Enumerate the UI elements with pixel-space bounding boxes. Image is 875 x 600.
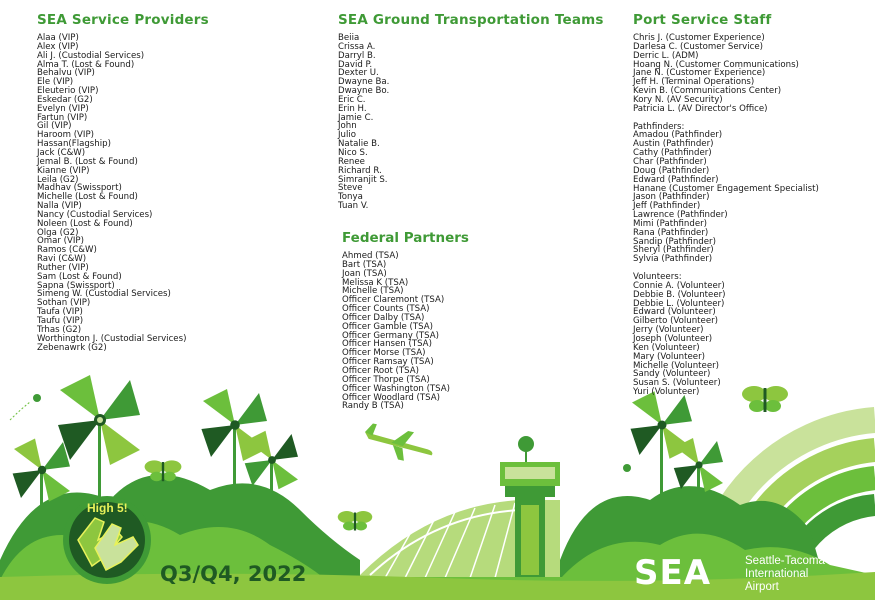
list-item: Steve	[338, 183, 363, 194]
list-item: Austin (Pathfinder)	[633, 139, 714, 150]
list-item: Randy B (TSA)	[342, 401, 404, 412]
list-item: Susan S. (Volunteer)	[633, 378, 721, 389]
list-item: Jeff (Pathfinder)	[633, 201, 701, 212]
list-item: Worthington J. (Custodial Services)	[37, 333, 187, 344]
list-item: Michelle (Lost & Found)	[37, 192, 138, 203]
list-item: Crissa A.	[338, 41, 376, 52]
list-item: John	[338, 121, 357, 132]
list-item: Sylvia (Pathfinder)	[633, 254, 713, 265]
name-list	[338, 34, 604, 211]
list-item: Chris J. (Customer Experience)	[633, 33, 765, 43]
list-item: Bart (TSA)	[342, 259, 387, 270]
list-item: Renee	[338, 156, 365, 167]
list-item: Alaa (VIP)	[37, 33, 79, 43]
high-five-label: High 5!	[87, 501, 128, 515]
list-item: Sandip (Pathfinder)	[633, 236, 716, 247]
list-item: Dexter U.	[338, 68, 379, 79]
list-item: Gil (VIP)	[37, 121, 72, 132]
list-item: Mimi (Pathfinder)	[633, 218, 708, 229]
list-item: Officer Morse (TSA)	[342, 348, 426, 359]
period-label: Q3/Q4, 2022	[160, 562, 307, 586]
list-item: Jane N. (Customer Experience)	[633, 68, 766, 79]
list-item: Zebenawrk (G2)	[37, 342, 107, 353]
subsection-heading: Pathfinders:	[633, 121, 685, 132]
list-item: Debbie B. (Volunteer)	[633, 289, 726, 300]
list-item: Nico S.	[338, 147, 368, 158]
list-item: Richard R.	[338, 165, 382, 176]
name-list	[633, 34, 819, 114]
subsection-heading: Volunteers:	[633, 272, 682, 283]
airport-name-line: International	[745, 568, 809, 580]
sea-logo: SEA	[634, 553, 712, 593]
list-item: Doug (Pathfinder)	[633, 165, 710, 176]
list-item: Omar (VIP)	[37, 236, 84, 247]
list-item: David P.	[338, 59, 373, 70]
airplane-icon	[361, 422, 436, 466]
list-item: Cathy (Pathfinder)	[633, 148, 712, 159]
list-item: Darryl B.	[338, 50, 376, 61]
list-item: Trhas (G2)	[37, 324, 82, 335]
butterfly-icon	[338, 511, 373, 531]
list-item: Evelyn (VIP)	[37, 103, 89, 114]
list-item: Char (Pathfinder)	[633, 156, 707, 167]
airport-name-line: Seattle-Tacoma	[745, 555, 825, 567]
list-item: Officer Thorpe (TSA)	[342, 374, 430, 385]
list-item: Officer Claremont (TSA)	[342, 295, 445, 306]
list-item: Simeng W. (Custodial Services)	[37, 289, 171, 300]
list-item: Taufa (VIP)	[37, 307, 83, 318]
list-item: Hoang N. (Customer Communications)	[633, 59, 799, 70]
list-item: Tonya	[338, 192, 363, 203]
list-item: Ravi (C&W)	[37, 254, 87, 265]
list-item: Darlesa C. (Customer Service)	[633, 41, 763, 52]
airport-name	[745, 555, 825, 594]
list-item: Patricia L. (AV Director's Office)	[633, 103, 768, 114]
list-item: Olga (G2)	[37, 227, 79, 238]
list-item: Kevin B. (Communications Center)	[633, 86, 782, 97]
name-list	[633, 131, 819, 264]
list-item: Erin H.	[338, 103, 367, 114]
list-item: Gilberto (Volunteer)	[633, 316, 719, 327]
list-item: Simranjit S.	[338, 174, 388, 185]
column-heading: Port Service Staff	[633, 12, 772, 28]
list-item: Tuan V.	[338, 201, 369, 212]
list-item: Michelle (Volunteer)	[633, 360, 719, 371]
list-item: Ken (Volunteer)	[633, 342, 700, 353]
list-item: Sandy (Volunteer)	[633, 369, 711, 380]
federal-partners-section	[342, 230, 469, 411]
list-item: Officer Ramsay (TSA)	[342, 357, 434, 368]
list-item: Eleuterio (VIP)	[37, 86, 99, 97]
name-list	[37, 34, 209, 352]
volunteers-section	[633, 273, 819, 397]
list-item: Debbie L. (Volunteer)	[633, 298, 725, 309]
list-item: Jamie C.	[338, 112, 374, 123]
list-item: Ruther (VIP)	[37, 262, 89, 273]
list-item: Officer Germany (TSA)	[342, 330, 440, 341]
list-item: Ramos (C&W)	[37, 245, 97, 256]
list-item: Edward (Volunteer)	[633, 307, 716, 318]
pathfinders-section	[633, 123, 819, 265]
list-item: Eskedar (G2)	[37, 94, 93, 105]
list-item: Rana (Pathfinder)	[633, 227, 709, 238]
list-item: Leila (G2)	[37, 174, 79, 185]
section-heading: Federal Partners	[342, 230, 469, 246]
list-item: Hanane (Customer Engagement Specialist)	[633, 183, 819, 194]
port-service-staff-column	[633, 12, 819, 397]
sea-service-providers-column	[37, 12, 209, 352]
name-list	[342, 252, 469, 411]
list-item: Lawrence (Pathfinder)	[633, 210, 728, 221]
list-item: Haroom (VIP)	[37, 130, 94, 141]
list-item: Melissa K (TSA)	[342, 277, 409, 288]
list-item: Alex (VIP)	[37, 41, 79, 52]
list-item: Sheryl (Pathfinder)	[633, 245, 714, 256]
list-item: Dwayne Ba.	[338, 77, 390, 88]
list-item: Joseph (Volunteer)	[633, 334, 713, 344]
list-item: Connie A. (Volunteer)	[633, 280, 725, 291]
list-item: Hassan(Flagship)	[37, 139, 111, 150]
list-item: Taufu (VIP)	[37, 316, 84, 326]
list-item: Dwayne Bo.	[338, 86, 390, 97]
list-item: Mary (Volunteer)	[633, 351, 705, 362]
list-item: Jerry (Volunteer)	[633, 325, 704, 336]
list-item: Edward (Pathfinder)	[633, 174, 719, 185]
list-item: Nancy (Custodial Services)	[37, 209, 153, 220]
ground-transportation-column	[338, 12, 604, 211]
list-item: Officer Washington (TSA)	[342, 383, 451, 394]
list-item: Noleen (Lost & Found)	[37, 218, 133, 229]
list-item: Ele (VIP)	[37, 77, 74, 88]
list-item: Sapna (Swissport)	[37, 280, 115, 291]
list-item: Officer Counts (TSA)	[342, 304, 430, 315]
list-item: Madhav (Swissport)	[37, 183, 122, 194]
list-item: Officer Root (TSA)	[342, 365, 419, 376]
list-item: Beiia	[338, 33, 360, 43]
column-heading: SEA Ground Transportation Teams	[338, 12, 604, 28]
list-item: Derric L. (ADM)	[633, 50, 699, 61]
list-item: Jeff H. (Terminal Operations)	[633, 77, 755, 88]
list-item: Ali J. (Custodial Services)	[37, 50, 145, 61]
list-item: Natalie B.	[338, 139, 380, 150]
list-item: Alma T. (Lost & Found)	[37, 59, 135, 70]
list-item: Behalvu (VIP)	[37, 68, 95, 79]
list-item: Officer Woodlard (TSA)	[342, 392, 440, 403]
list-item: Officer Gamble (TSA)	[342, 321, 433, 332]
list-item: Officer Hansen (TSA)	[342, 339, 432, 350]
list-item: Jemal B. (Lost & Found)	[37, 156, 138, 167]
column-heading: SEA Service Providers	[37, 12, 209, 28]
list-item: Yuri (Volunteer)	[633, 387, 700, 398]
list-item: Kianne (VIP)	[37, 165, 90, 176]
list-item: Jack (C&W)	[37, 147, 86, 158]
list-item: Jason (Pathfinder)	[633, 192, 710, 203]
list-item: Kory N. (AV Security)	[633, 94, 723, 105]
list-item: Fartun (VIP)	[37, 112, 88, 123]
list-item: Officer Dalby (TSA)	[342, 312, 425, 323]
list-item: Sam (Lost & Found)	[37, 271, 122, 282]
list-item: Eric C.	[338, 94, 366, 105]
list-item: Amadou (Pathfinder)	[633, 130, 723, 141]
list-item: Nalla (VIP)	[37, 201, 82, 212]
name-list	[633, 282, 819, 397]
list-item: Julio	[338, 130, 357, 141]
airport-name-line: Airport	[745, 581, 779, 593]
list-item: Sothan (VIP)	[37, 298, 91, 309]
list-item: Ahmed (TSA)	[342, 251, 399, 261]
list-item: Michelle (TSA)	[342, 286, 404, 297]
list-item: Joan (TSA)	[342, 268, 387, 279]
